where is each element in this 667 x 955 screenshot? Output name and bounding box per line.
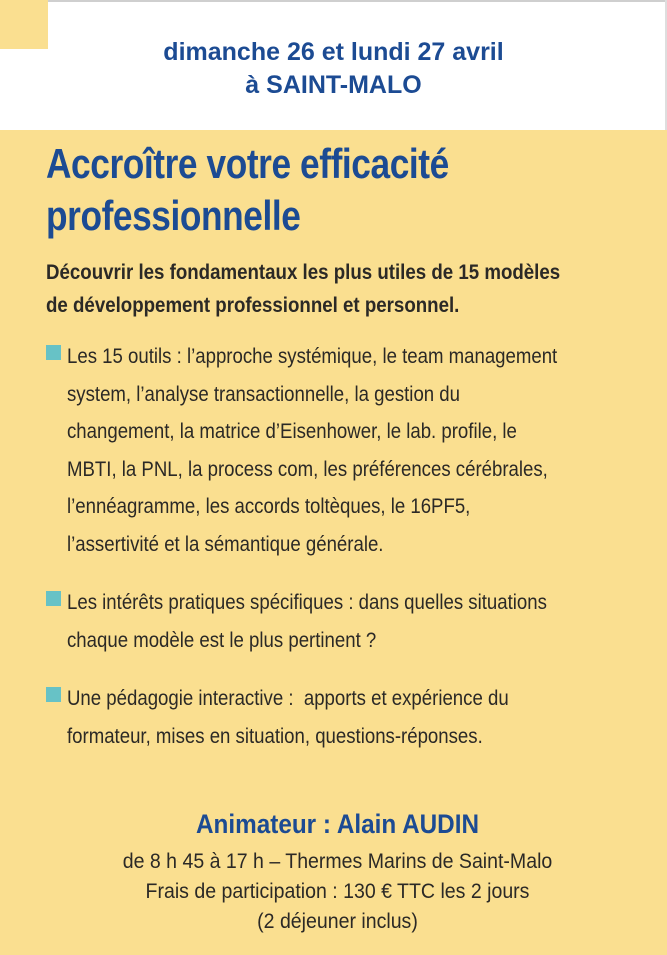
corner-square-decoration (0, 0, 48, 49)
bullet-square-icon (46, 591, 61, 606)
event-details-block (46, 807, 629, 937)
list-item-text: Les intérêts pratiques spécifiques : dans quelles situations chaque modèle est le plus pertinent ? (67, 591, 547, 652)
list-item-interests (46, 584, 629, 659)
list-item-pedagogy (46, 680, 629, 755)
main-panel (0, 130, 667, 955)
event-date-block (0, 0, 667, 102)
page-title (46, 138, 536, 242)
page-title-line1: Accroître votre efficacité (46, 140, 449, 187)
lunch-note: (2 déjeuner inclus) (257, 910, 418, 933)
participation-fee: Frais de participation : 130 € TTC les 2 jours (145, 880, 530, 903)
subtitle-line2: de développement professionnel et personnel. (46, 294, 460, 317)
list-item-text: Les 15 outils : l’approche systémique, le team management system, l’analyse transactionnelle, la gestion du changement, la matrice d’Eisenhower, le lab. profile, le MBTI, la PNL, la process com, les préférences cérébrales, l’ennéagramme, les accords toltèques, le 16PF5, l’assertivité et la sémantique générale. (67, 345, 558, 556)
header-band (0, 0, 667, 130)
subtitle (46, 256, 565, 322)
schedule-and-venue: de 8 h 45 à 17 h – Thermes Marins de Saint-Malo (122, 850, 553, 873)
list-item-text: Une pédagogie interactive : apports et expérience du formateur, mises en situation, questions-réponses. (67, 687, 509, 748)
bullet-square-icon (46, 687, 61, 702)
list-item-tools (46, 338, 629, 563)
animator-name: Animateur : Alain AUDIN (195, 809, 480, 839)
event-location-line: à SAINT-MALO (245, 71, 422, 99)
page-title-line2: professionnelle (46, 192, 301, 239)
bullet-square-icon (46, 345, 61, 360)
event-date-line1: dimanche 26 et lundi 27 avril (163, 38, 504, 66)
feature-list (46, 338, 629, 755)
subtitle-line1: Découvrir les fondamentaux les plus utiles de 15 modèles (46, 261, 561, 284)
